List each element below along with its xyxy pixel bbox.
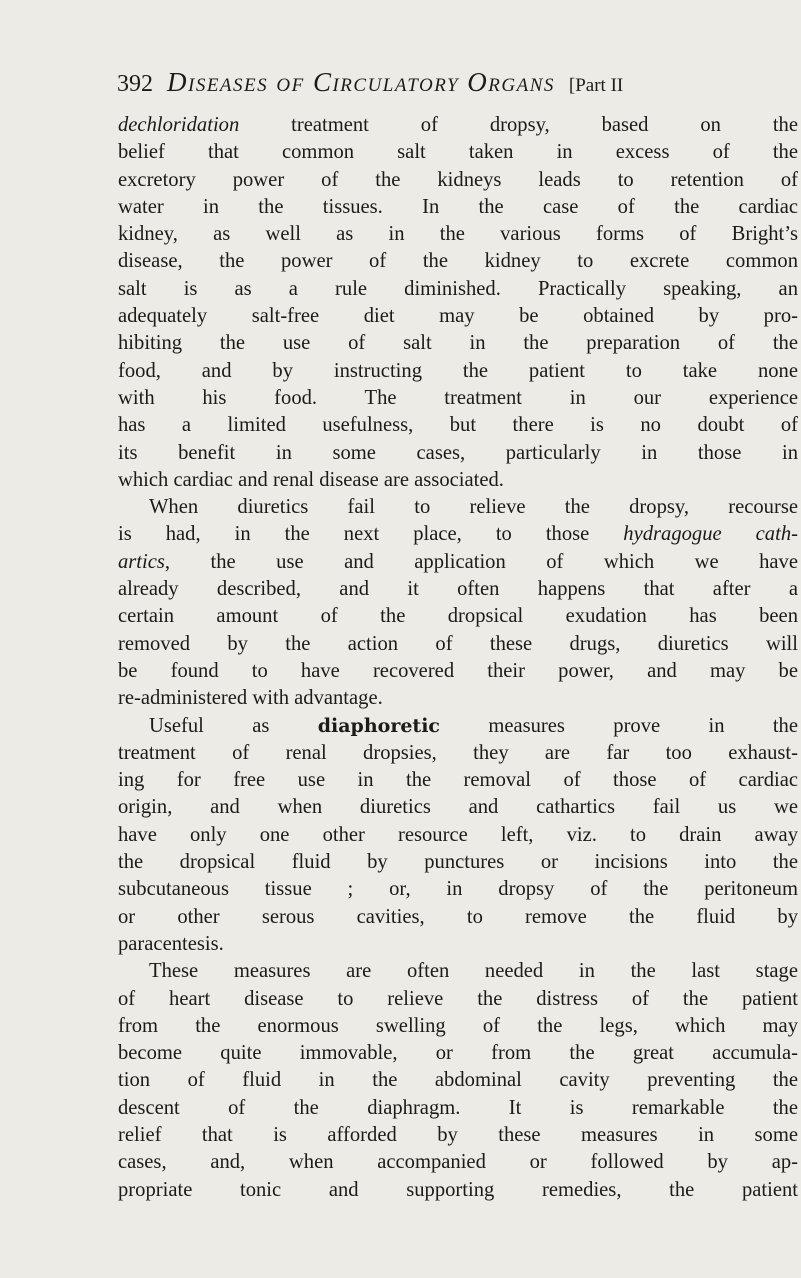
text-line xyxy=(118,849,798,876)
text-segment: treatment of renal dropsies, they are far too exhaust- xyxy=(118,741,798,764)
running-head xyxy=(117,64,797,100)
text-segment: adequately salt-free diet may be obtained by pro- xyxy=(118,305,798,328)
text-line xyxy=(118,330,798,357)
bold-term: diaphoretic xyxy=(317,714,440,737)
text-segment: kidney, as well as in the various forms of Bright’s xyxy=(118,223,798,246)
text-line xyxy=(118,931,798,958)
text-segment: These measures are often needed in the last stage xyxy=(149,960,798,983)
text-line xyxy=(118,549,798,576)
text-line xyxy=(118,112,798,139)
text-line xyxy=(118,958,798,985)
text-line xyxy=(118,358,798,385)
text-segment: removed by the action of these drugs, diuretics will xyxy=(118,632,798,655)
text-line xyxy=(118,1013,798,1040)
italic-term: hydragogue cath- xyxy=(623,523,798,546)
text-line xyxy=(118,139,798,166)
text-line xyxy=(118,1067,798,1094)
text-line xyxy=(118,385,798,412)
text-line xyxy=(118,1040,798,1067)
text-line xyxy=(118,822,798,849)
text-line xyxy=(118,276,798,303)
text-segment: food, and by instructing the patient to take none xyxy=(118,359,798,382)
text-segment: of heart disease to relieve the distress of the patient xyxy=(118,987,798,1010)
text-segment: has a limited usefulness, but there is no doubt of xyxy=(118,414,798,437)
text-line xyxy=(118,167,798,194)
page-number: 392 xyxy=(117,71,153,97)
text-segment: have only one other resource left, viz. to drain away xyxy=(118,823,798,846)
text-segment: Useful as xyxy=(149,714,318,737)
text-line xyxy=(118,440,798,467)
text-line xyxy=(118,576,798,603)
italic-term: artics xyxy=(118,550,165,573)
text-line xyxy=(118,194,798,221)
italic-term: dechloridation xyxy=(118,114,240,136)
text-segment: already described, and it often happens that after a xyxy=(118,578,798,601)
text-line xyxy=(118,631,798,658)
text-segment: origin, and when diuretics and cathartics fail us we xyxy=(118,796,798,819)
text-segment: , the use and application of which we have xyxy=(164,550,798,573)
text-segment: be found to have recovered their power, and may be xyxy=(118,659,798,682)
text-line xyxy=(118,521,798,548)
text-segment: its benefit in some cases, particularly in those in xyxy=(118,441,798,464)
text-line xyxy=(118,713,798,740)
text-line xyxy=(118,1095,798,1122)
text-line xyxy=(118,248,798,275)
text-segment: When diuretics fail to relieve the dropsy, recourse xyxy=(149,496,798,519)
text-segment: subcutaneous tissue ; or, in dropsy of the peritoneum xyxy=(118,878,798,901)
text-line xyxy=(118,412,798,439)
text-segment: disease, the power of the kidney to excrete common xyxy=(118,250,798,273)
text-segment: hibiting the use of salt in the preparation of the xyxy=(118,332,798,355)
text-segment: ing for free use in the removal of those of cardiac xyxy=(118,769,798,792)
text-segment: treatment of dropsy, based on the xyxy=(239,114,798,136)
text-segment: certain amount of the dropsical exudation has been xyxy=(118,605,798,628)
text-segment: paracentesis. xyxy=(118,932,224,955)
text-line xyxy=(118,303,798,330)
text-segment: descent of the diaphragm. It is remarkable the xyxy=(118,1096,798,1119)
text-segment: water in the tissues. In the case of the cardiac xyxy=(118,195,798,218)
text-segment: with his food. The treatment in our experience xyxy=(118,386,798,409)
text-segment: which cardiac and renal disease are associated. xyxy=(118,468,504,491)
text-line xyxy=(118,221,798,248)
text-segment: measures prove in the xyxy=(439,714,798,737)
text-segment: excretory power of the kidneys leads to retention of xyxy=(118,168,798,191)
text-line xyxy=(118,1149,798,1176)
text-line xyxy=(118,603,798,630)
text-segment: is had, in the next place, to those xyxy=(118,523,624,546)
part-label: [Part II xyxy=(568,75,624,96)
text-segment: from the enormous swelling of the legs, which may xyxy=(118,1014,798,1037)
body-text xyxy=(118,112,798,1204)
text-segment: cases, and, when accompanied or followed by ap- xyxy=(118,1151,798,1174)
text-segment: tion of fluid in the abdominal cavity preventing the xyxy=(118,1069,798,1092)
text-segment: re-administered with advantage. xyxy=(118,687,383,710)
text-line xyxy=(118,876,798,903)
text-segment: relief that is afforded by these measures in some xyxy=(118,1123,798,1146)
text-segment: the dropsical fluid by punctures or incisions into the xyxy=(118,851,798,874)
text-line xyxy=(118,1122,798,1149)
text-segment: belief that common salt taken in excess of the xyxy=(118,141,798,164)
text-line xyxy=(118,767,798,794)
text-line xyxy=(118,740,798,767)
text-segment: salt is as a rule diminished. Practically speaking, an xyxy=(118,277,798,300)
running-title: Diseases of Circulatory Organs xyxy=(167,67,555,97)
text-line xyxy=(118,685,798,712)
text-line xyxy=(118,494,798,521)
text-segment: or other serous cavities, to remove the fluid by xyxy=(118,905,798,928)
text-line xyxy=(118,904,798,931)
text-line xyxy=(118,794,798,821)
text-line xyxy=(118,1177,798,1204)
text-line xyxy=(118,658,798,685)
text-line xyxy=(118,467,798,494)
text-segment: propriate tonic and supporting remedies, the patient xyxy=(118,1178,798,1201)
text-line xyxy=(118,986,798,1013)
text-segment: become quite immovable, or from the great accumula- xyxy=(118,1042,798,1065)
